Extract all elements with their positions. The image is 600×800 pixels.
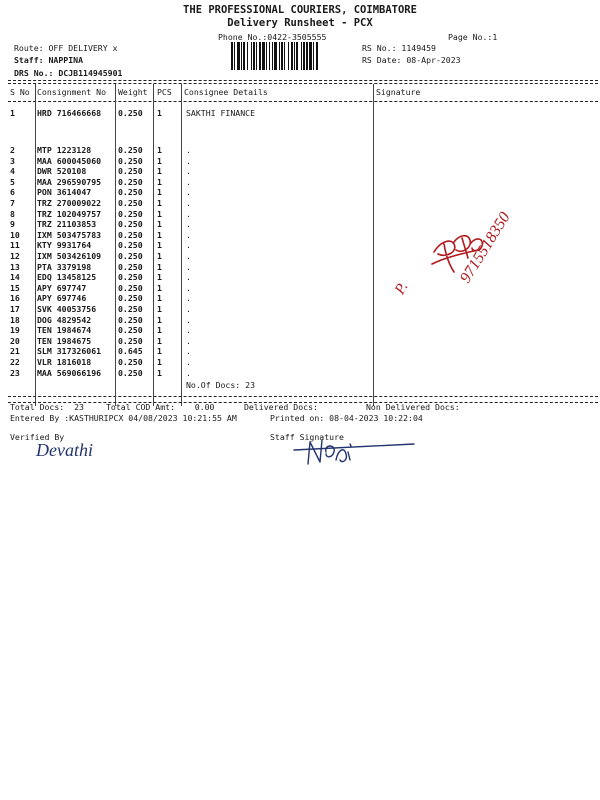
cell-consignment: APY 697747 [37, 282, 87, 293]
cell-consignment: EDQ 13458125 [37, 272, 97, 283]
cell-sno: 5 [10, 176, 15, 187]
cell-sno: 16 [10, 293, 20, 304]
cell-weight: 0.250 [118, 282, 143, 293]
cell-pcs: 1 [157, 314, 162, 325]
cell-consignee: . [186, 304, 191, 314]
cell-sno: 23 [10, 367, 20, 378]
cell-pcs: 1 [157, 272, 162, 283]
verifier-signature-text: Devathi [36, 440, 93, 460]
cell-consignment: IXM 503475783 [37, 229, 102, 240]
barcode-bar [237, 42, 240, 70]
col-header-signature: Signature [376, 87, 421, 97]
cell-sno: 2 [10, 145, 15, 155]
cell-sno: 1 [10, 108, 15, 118]
verifier-signature [30, 432, 140, 468]
cell-pcs: 1 [157, 282, 162, 293]
cell-pcs: 1 [157, 198, 162, 208]
cell-pcs: 1 [157, 325, 162, 336]
cell-weight: 0.250 [118, 367, 143, 378]
barcode-bar [281, 42, 283, 70]
barcode-bar [251, 42, 252, 70]
cell-sno: 15 [10, 282, 20, 293]
barcode-bar [247, 42, 248, 70]
staff-signature [290, 430, 420, 472]
cell-consignment: MAA 296590795 [37, 176, 102, 187]
col-header-consignment: Consignment No [37, 87, 107, 97]
cell-weight: 0.250 [118, 219, 143, 230]
cell-sno: 13 [10, 261, 20, 272]
cell-consignment: DOG 4829542 [37, 314, 92, 325]
cell-weight: 0.250 [118, 145, 143, 155]
cell-consignment: IXM 503426109 [37, 251, 102, 261]
cell-consignment: TEN 1984675 [37, 335, 92, 346]
cell-consignee: . [186, 240, 191, 251]
cell-consignment: VLR 1816018 [37, 357, 92, 367]
cell-consignee: . [186, 198, 191, 208]
cell-weight: 0.250 [118, 108, 143, 118]
col-header-pcs: PCS [157, 87, 172, 97]
column-divider [115, 84, 116, 406]
cell-weight: 0.250 [118, 176, 143, 187]
cell-weight: 0.250 [118, 293, 143, 304]
cell-consignee: . [186, 166, 191, 177]
rs-number: RS No.: 1149459 [362, 43, 436, 53]
cell-pcs: 1 [157, 208, 162, 219]
column-divider [373, 84, 374, 406]
cell-consignment: DWR 520108 [37, 166, 87, 177]
barcode-bar [306, 42, 308, 70]
handwritten-phone: 9715518350 [456, 209, 514, 287]
barcode-bar [274, 42, 277, 70]
cell-pcs: 1 [157, 346, 162, 357]
cell-sno: 9 [10, 219, 15, 230]
cell-sno: 21 [10, 346, 20, 357]
cell-consignment: TRZ 270009022 [37, 198, 102, 208]
cell-pcs: 1 [157, 108, 162, 118]
no-of-docs: No.Of Docs: 23 [186, 380, 256, 390]
cell-pcs: 1 [157, 357, 162, 367]
cell-pcs: 1 [157, 304, 162, 314]
cell-weight: 0.250 [118, 240, 143, 251]
cell-consignee: . [186, 367, 191, 378]
cell-consignee: . [186, 335, 191, 346]
cell-consignment: SLM 317326061 [37, 346, 102, 357]
barcode-bar [296, 42, 298, 70]
cell-consignee: . [186, 176, 191, 187]
cell-weight: 0.250 [118, 304, 143, 314]
barcode-bar [231, 42, 233, 70]
cell-pcs: 1 [157, 166, 162, 177]
barcode-bar [288, 42, 289, 70]
cell-consignee: SAKTHI FINANCE [186, 108, 256, 118]
table-bottom-rule [8, 396, 598, 397]
barcode-bar [272, 42, 273, 70]
cell-sno: 8 [10, 208, 15, 219]
page-number: Page No.:1 [448, 32, 498, 42]
barcode-bar [301, 42, 302, 70]
cell-consignment: TRZ 102049757 [37, 208, 102, 219]
barcode-bar [309, 42, 312, 70]
barcode-bar [313, 42, 314, 70]
cell-weight: 0.250 [118, 155, 143, 166]
non-delivered-docs: Non Delivered Docs: [366, 402, 460, 412]
barcode-bar [291, 42, 293, 70]
cell-pcs: 1 [157, 219, 162, 230]
sheet-title: Delivery Runsheet - PCX [227, 17, 373, 29]
phone-number: Phone No.:0422-3505555 [218, 32, 327, 42]
cell-consignment: MAA 600045060 [37, 155, 102, 166]
cell-weight: 0.250 [118, 325, 143, 336]
barcode-bar [316, 42, 318, 70]
cell-consignee: . [186, 251, 191, 261]
cell-pcs: 1 [157, 229, 162, 240]
barcode-bar [284, 42, 285, 70]
cell-consignee: . [186, 314, 191, 325]
barcode-bar [243, 42, 245, 70]
cell-sno: 6 [10, 187, 15, 198]
cell-pcs: 1 [157, 261, 162, 272]
route: Route: OFF DELIVERY x [14, 43, 118, 53]
barcode-bar [269, 42, 270, 70]
cell-pcs: 1 [157, 293, 162, 304]
printed-on: Printed on: 08-04-2023 10:22:04 [270, 413, 423, 423]
barcode-bar [262, 42, 265, 70]
column-divider [35, 84, 36, 406]
barcode-bar [234, 42, 235, 70]
total-cod: Total COD Amt: 0.00 [106, 402, 215, 412]
cell-sno: 11 [10, 240, 20, 251]
cell-consignee: . [186, 145, 191, 155]
staff-name: Staff: NAPPINA [14, 55, 84, 65]
cell-consignee: . [186, 346, 191, 357]
cell-sno: 18 [10, 314, 20, 325]
cell-pcs: 1 [157, 251, 162, 261]
cell-pcs: 1 [157, 240, 162, 251]
handwritten-initial: P. [392, 279, 412, 298]
barcode [229, 42, 355, 76]
cell-consignee: . [186, 293, 191, 304]
cell-weight: 0.250 [118, 272, 143, 283]
cell-consignee: . [186, 325, 191, 336]
barcode-bar [279, 42, 280, 70]
cell-consignment: PTA 3379198 [37, 261, 92, 272]
cell-consignment: MTP 1223128 [37, 145, 92, 155]
drs-number: DRS No.: DCJB114945901 [14, 68, 123, 78]
cell-weight: 0.250 [118, 187, 143, 198]
delivered-docs: Delivered Docs: [244, 402, 318, 412]
cell-consignee: . [186, 229, 191, 240]
cell-consignment: TEN 1984674 [37, 325, 92, 336]
cell-sno: 14 [10, 272, 20, 283]
cell-pcs: 1 [157, 367, 162, 378]
handwritten-note [388, 200, 538, 310]
cell-weight: 0.250 [118, 229, 143, 240]
table-header-rule [8, 101, 598, 102]
barcode-bar [303, 42, 305, 70]
column-divider [181, 84, 182, 406]
cell-consignee: . [186, 261, 191, 272]
cell-consignment: HRD 716466668 [37, 108, 102, 118]
column-divider [153, 84, 154, 406]
cell-weight: 0.250 [118, 166, 143, 177]
cell-consignee: . [186, 282, 191, 293]
cell-consignment: TRZ 21103853 [37, 219, 97, 230]
table-top-rule-2 [8, 83, 598, 84]
cell-weight: 0.250 [118, 357, 143, 367]
cell-sno: 20 [10, 335, 20, 346]
cell-sno: 10 [10, 229, 20, 240]
cell-sno: 7 [10, 198, 15, 208]
cell-sno: 4 [10, 166, 15, 177]
cell-weight: 0.250 [118, 335, 143, 346]
total-docs: Total Docs: 23 [10, 402, 84, 412]
cell-consignee: . [186, 208, 191, 219]
cell-weight: 0.645 [118, 346, 143, 357]
cell-consignee: . [186, 272, 191, 283]
cell-pcs: 1 [157, 335, 162, 346]
company-name: THE PROFESSIONAL COURIERS, COIMBATORE [183, 4, 417, 16]
cell-sno: 3 [10, 155, 15, 166]
table-top-rule [8, 80, 598, 81]
cell-consignment: PON 3614047 [37, 187, 92, 198]
col-header-weight: Weight [118, 87, 148, 97]
verified-by-label: Verified By [10, 432, 65, 442]
cell-weight: 0.250 [118, 208, 143, 219]
cell-weight: 0.250 [118, 198, 143, 208]
cell-pcs: 1 [157, 176, 162, 187]
cell-consignee: . [186, 357, 191, 367]
col-header-sno: S No [10, 87, 30, 97]
barcode-bar [241, 42, 242, 70]
entered-by: Entered By :KASTHURIPCX 04/08/2023 10:21:55 AM [10, 413, 237, 423]
cell-consignment: SVK 40053756 [37, 304, 97, 314]
barcode-bar [253, 42, 255, 70]
cell-pcs: 1 [157, 145, 162, 155]
barcode-bar [256, 42, 257, 70]
cell-sno: 12 [10, 251, 20, 261]
cell-pcs: 1 [157, 187, 162, 198]
cell-weight: 0.250 [118, 314, 143, 325]
cell-consignee: . [186, 187, 191, 198]
col-header-consignee: Consignee Details [184, 87, 268, 97]
cell-consignee: . [186, 155, 191, 166]
cell-weight: 0.250 [118, 261, 143, 272]
cell-consignment: KTY 9931764 [37, 240, 92, 251]
cell-pcs: 1 [157, 155, 162, 166]
cell-consignment: APY 697746 [37, 293, 87, 304]
cell-weight: 0.250 [118, 251, 143, 261]
barcode-bar [259, 42, 261, 70]
cell-sno: 22 [10, 357, 20, 367]
staff-signature-label: Staff Signature [270, 432, 344, 442]
cell-consignment: MAA 569066196 [37, 367, 102, 378]
cell-sno: 17 [10, 304, 20, 314]
rs-date: RS Date: 08-Apr-2023 [362, 55, 461, 65]
cell-consignee: . [186, 219, 191, 230]
cell-sno: 19 [10, 325, 20, 336]
barcode-bar [294, 42, 295, 70]
barcode-bar [266, 42, 267, 70]
